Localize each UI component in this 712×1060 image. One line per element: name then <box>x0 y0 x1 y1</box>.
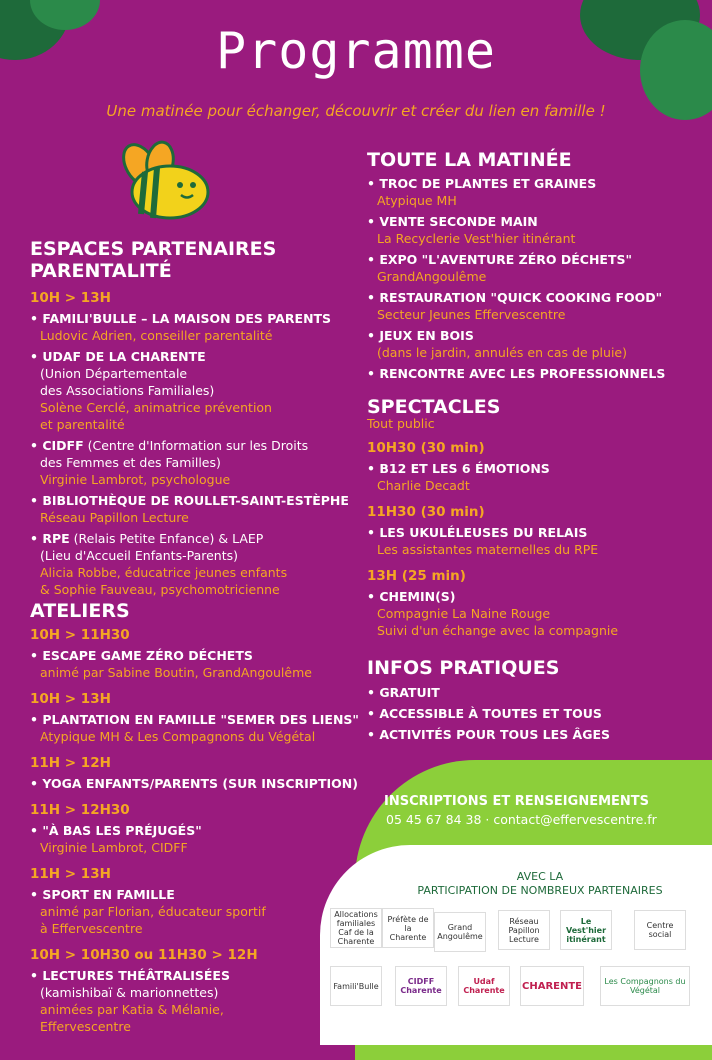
page-subtitle: Une matinée pour échanger, découvrir et créer du lien en famille ! <box>106 102 606 120</box>
page-title: Programme <box>216 22 496 80</box>
spectacles-subtitle: Tout public <box>367 416 435 431</box>
udaf-logo: Udaf Charente <box>458 966 510 1006</box>
infos-block <box>367 684 697 747</box>
ateliers-title: ATELIERS <box>30 600 130 622</box>
familibulle-logo: Famili'Bulle <box>330 966 382 1006</box>
list-item: • "À BAS LES PRÉJUGÉS" Virginie Lambrot, CIDFF <box>30 822 360 856</box>
espaces-title: ESPACES PARTENAIRES PARENTALITÉ <box>30 238 277 282</box>
list-item: • BIBLIOTHÈQUE DE ROULLET-SAINT-ESTÈPHE Réseau Papillon Lecture <box>30 492 350 526</box>
list-item: • LECTURES THÉÂTRALISÉES (kamishibaï & marionnettes) animées par Katia & Mélanie, Effervescentre <box>30 967 360 1035</box>
list-item: • ACCESSIBLE À TOUTES ET TOUS <box>367 705 697 722</box>
list-item: • B12 ET LES 6 ÉMOTIONS Charlie Decadt <box>367 460 697 494</box>
list-item: • JEUX EN BOIS (dans le jardin, annulés en cas de pluie) <box>367 327 697 361</box>
matinee-block <box>367 175 697 386</box>
matinee-title: TOUTE LA MATINÉE <box>367 149 572 171</box>
compagnons-vegetal-logo: Les Compagnons du Végétal <box>600 966 690 1006</box>
list-item: • RPE (Relais Petite Enfance) & LAEP (Lieu d'Accueil Enfants-Parents) Alicia Robbe, éducatrice jeunes enfants & Sophie Fauveau, psychomotricienne <box>30 530 350 598</box>
grand-angouleme-logo: Grand Angoulême <box>434 912 486 952</box>
list-item: • RESTAURATION "QUICK COOKING FOOD" Secteur Jeunes Effervescentre <box>367 289 697 323</box>
list-item: • GRATUIT <box>367 684 697 701</box>
inscriptions-contact[interactable]: 05 45 67 84 38 · contact@effervescentre.fr <box>386 812 657 827</box>
centre-social-logo: Centre social <box>634 910 686 950</box>
list-item: • TROC DE PLANTES ET GRAINES Atypique MH <box>367 175 697 209</box>
ateliers-block: 10H > 11H30 • ESCAPE GAME ZÉRO DÉCHETS animé par Sabine Boutin, GrandAngoulême 10H > 13H • PLANTATION EN FAMILLE "SEMER DES LIENS" Atypique MH & Les Compagnons du Végétal 11H > 12H • YOGA ENFANTS/PARENTS (SUR INSCRIPTION) 11H > 12H30 • "À BAS LES PRÉJUGÉS" Virginie Lambrot, CIDFF 11H > 13H • SPORT EN FAMILLE animé par Florian, éducateur sportif à Effervescentre 10H > 10H30 ou 11H30 > 12H • LECTURES THÉÂTRALISÉES (kamishibaï & marionnettes) animées par Katia & Mélanie, Effervescentre <box>30 627 360 1039</box>
cidff-logo: CIDFF Charente <box>395 966 447 1006</box>
list-item: • CIDFF (Centre d'Information sur les Droits des Femmes et des Familles) Virginie Lambrot, psychologue <box>30 437 350 488</box>
list-item: • PLANTATION EN FAMILLE "SEMER DES LIENS" Atypique MH & Les Compagnons du Végétal <box>30 711 360 745</box>
list-item: • SPORT EN FAMILLE animé par Florian, éducateur sportif à Effervescentre <box>30 886 360 937</box>
papillon-lecture-logo: Réseau Papillon Lecture <box>498 910 550 950</box>
list-item: • CHEMIN(S) Compagnie La Naine Rouge Suivi d'un échange avec la compagnie <box>367 588 697 639</box>
list-item: • UDAF DE LA CHARENTE (Union Départementale des Associations Familiales) Solène Cerclé, animatrice prévention et parentalité <box>30 348 350 433</box>
partners-line1: AVEC LA <box>516 870 564 883</box>
spectacles-block: Tout public 10H30 (30 min) • B12 ET LES 6 ÉMOTIONS Charlie Decadt 11H30 (30 min) • LES UKULÉLEUSES DU RELAIS Les assistantes maternelles du RPE 13H (25 min) • CHEMIN(S) Compagnie La Naine Rouge Suivi d'un échange avec la compagnie <box>367 415 697 643</box>
espaces-block <box>30 290 350 602</box>
list-item: • EXPO "L'AVENTURE ZÉRO DÉCHETS" GrandAngoulême <box>367 251 697 285</box>
prefecture-logo: Préfète de la Charente <box>382 908 434 948</box>
vesthier-logo: Le Vest'hier itinérant <box>560 910 612 950</box>
list-item: • LES UKULÉLEUSES DU RELAIS Les assistantes maternelles du RPE <box>367 524 697 558</box>
partners-line2: PARTICIPATION DE NOMBREUX PARTENAIRES <box>417 884 663 897</box>
infos-title: INFOS PRATIQUES <box>367 657 560 679</box>
list-item: • RENCONTRE AVEC LES PROFESSIONNELS <box>367 365 697 382</box>
list-item: • ESCAPE GAME ZÉRO DÉCHETS animé par Sabine Boutin, GrandAngoulême <box>30 647 360 681</box>
list-item: • ACTIVITÉS POUR TOUS LES ÂGES <box>367 726 697 743</box>
list-item: • YOGA ENFANTS/PARENTS (SUR INSCRIPTION) <box>30 775 360 792</box>
caf-logo: Allocations familiales Caf de la Charente <box>330 908 382 948</box>
spectacles-title: SPECTACLES <box>367 396 501 418</box>
bee-icon <box>105 140 215 225</box>
espaces-time: 10H > 13H <box>30 290 111 306</box>
list-item: • FAMILI'BULLE – LA MAISON DES PARENTS Ludovic Adrien, conseiller parentalité <box>30 310 350 344</box>
inscriptions-title: INSCRIPTIONS ET RENSEIGNEMENTS <box>384 794 650 809</box>
charente-logo: CHARENTE <box>520 966 584 1006</box>
list-item: • VENTE SECONDE MAIN La Recyclerie Vest'hier itinérant <box>367 213 697 247</box>
